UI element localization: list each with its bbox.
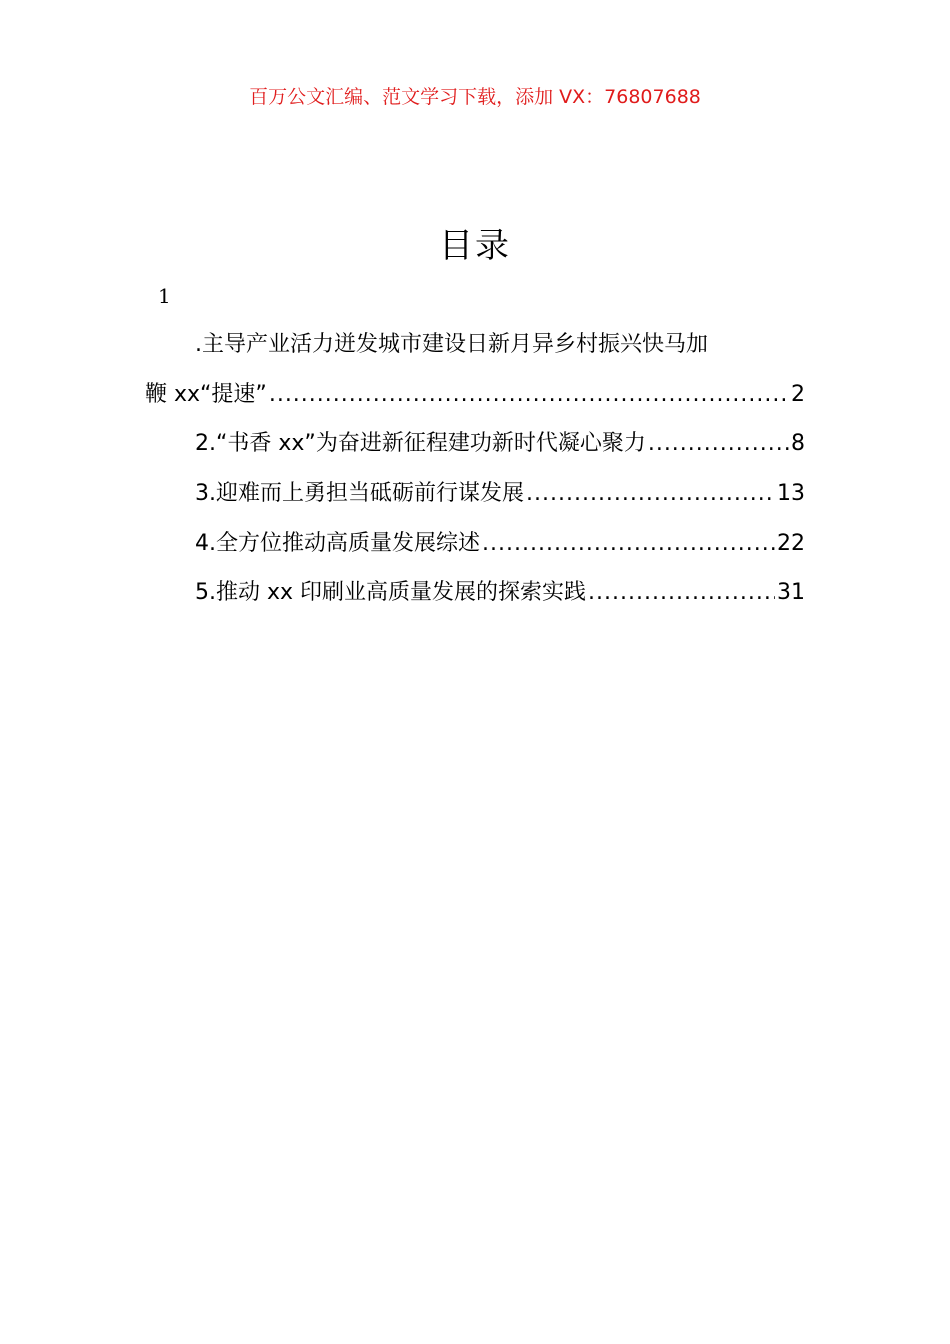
toc-entry-title: 鞭 xx“提速”: [145, 382, 267, 407]
toc-page-number: 2: [791, 382, 805, 407]
toc-entry-3[interactable]: [195, 479, 805, 509]
toc-leader-dots: [648, 429, 789, 459]
toc-entry-title: 4.全方位推动高质量发展综述: [195, 531, 480, 556]
toc-page-number: 13: [777, 481, 805, 506]
toc-page-number: 31: [777, 580, 805, 605]
toc-entry-5[interactable]: [195, 578, 805, 608]
page-title: 目录: [439, 226, 511, 266]
toc-entry-title: 5.推动 xx 印刷业高质量发展的探索实践: [195, 580, 587, 605]
toc-entry-1-line-1[interactable]: .主导产业活力迸发城市建设日新月异乡村振兴快马加: [195, 332, 708, 357]
toc-leader-dots: [482, 529, 775, 559]
page-marker: 1: [158, 284, 171, 308]
toc-entry-title: 2.“书香 xx”为奋进新征程建功新时代凝心聚力: [195, 431, 646, 456]
toc-leader-dots: [526, 479, 775, 509]
toc-leader-dots: [588, 578, 775, 608]
toc-leader-dots: [269, 380, 789, 410]
toc-entry-4[interactable]: [195, 529, 805, 559]
watermark-banner: 百万公文汇编、范文学习下载，添加 VX：76807688: [249, 86, 701, 108]
toc-page-number: 8: [791, 431, 805, 456]
toc-entry-title: 3.迎难而上勇担当砥砺前行谋发展: [195, 481, 524, 506]
toc-entry-1-line-2[interactable]: [145, 380, 805, 410]
toc-page-number: 22: [777, 531, 805, 556]
toc-entry-2[interactable]: [195, 429, 805, 459]
